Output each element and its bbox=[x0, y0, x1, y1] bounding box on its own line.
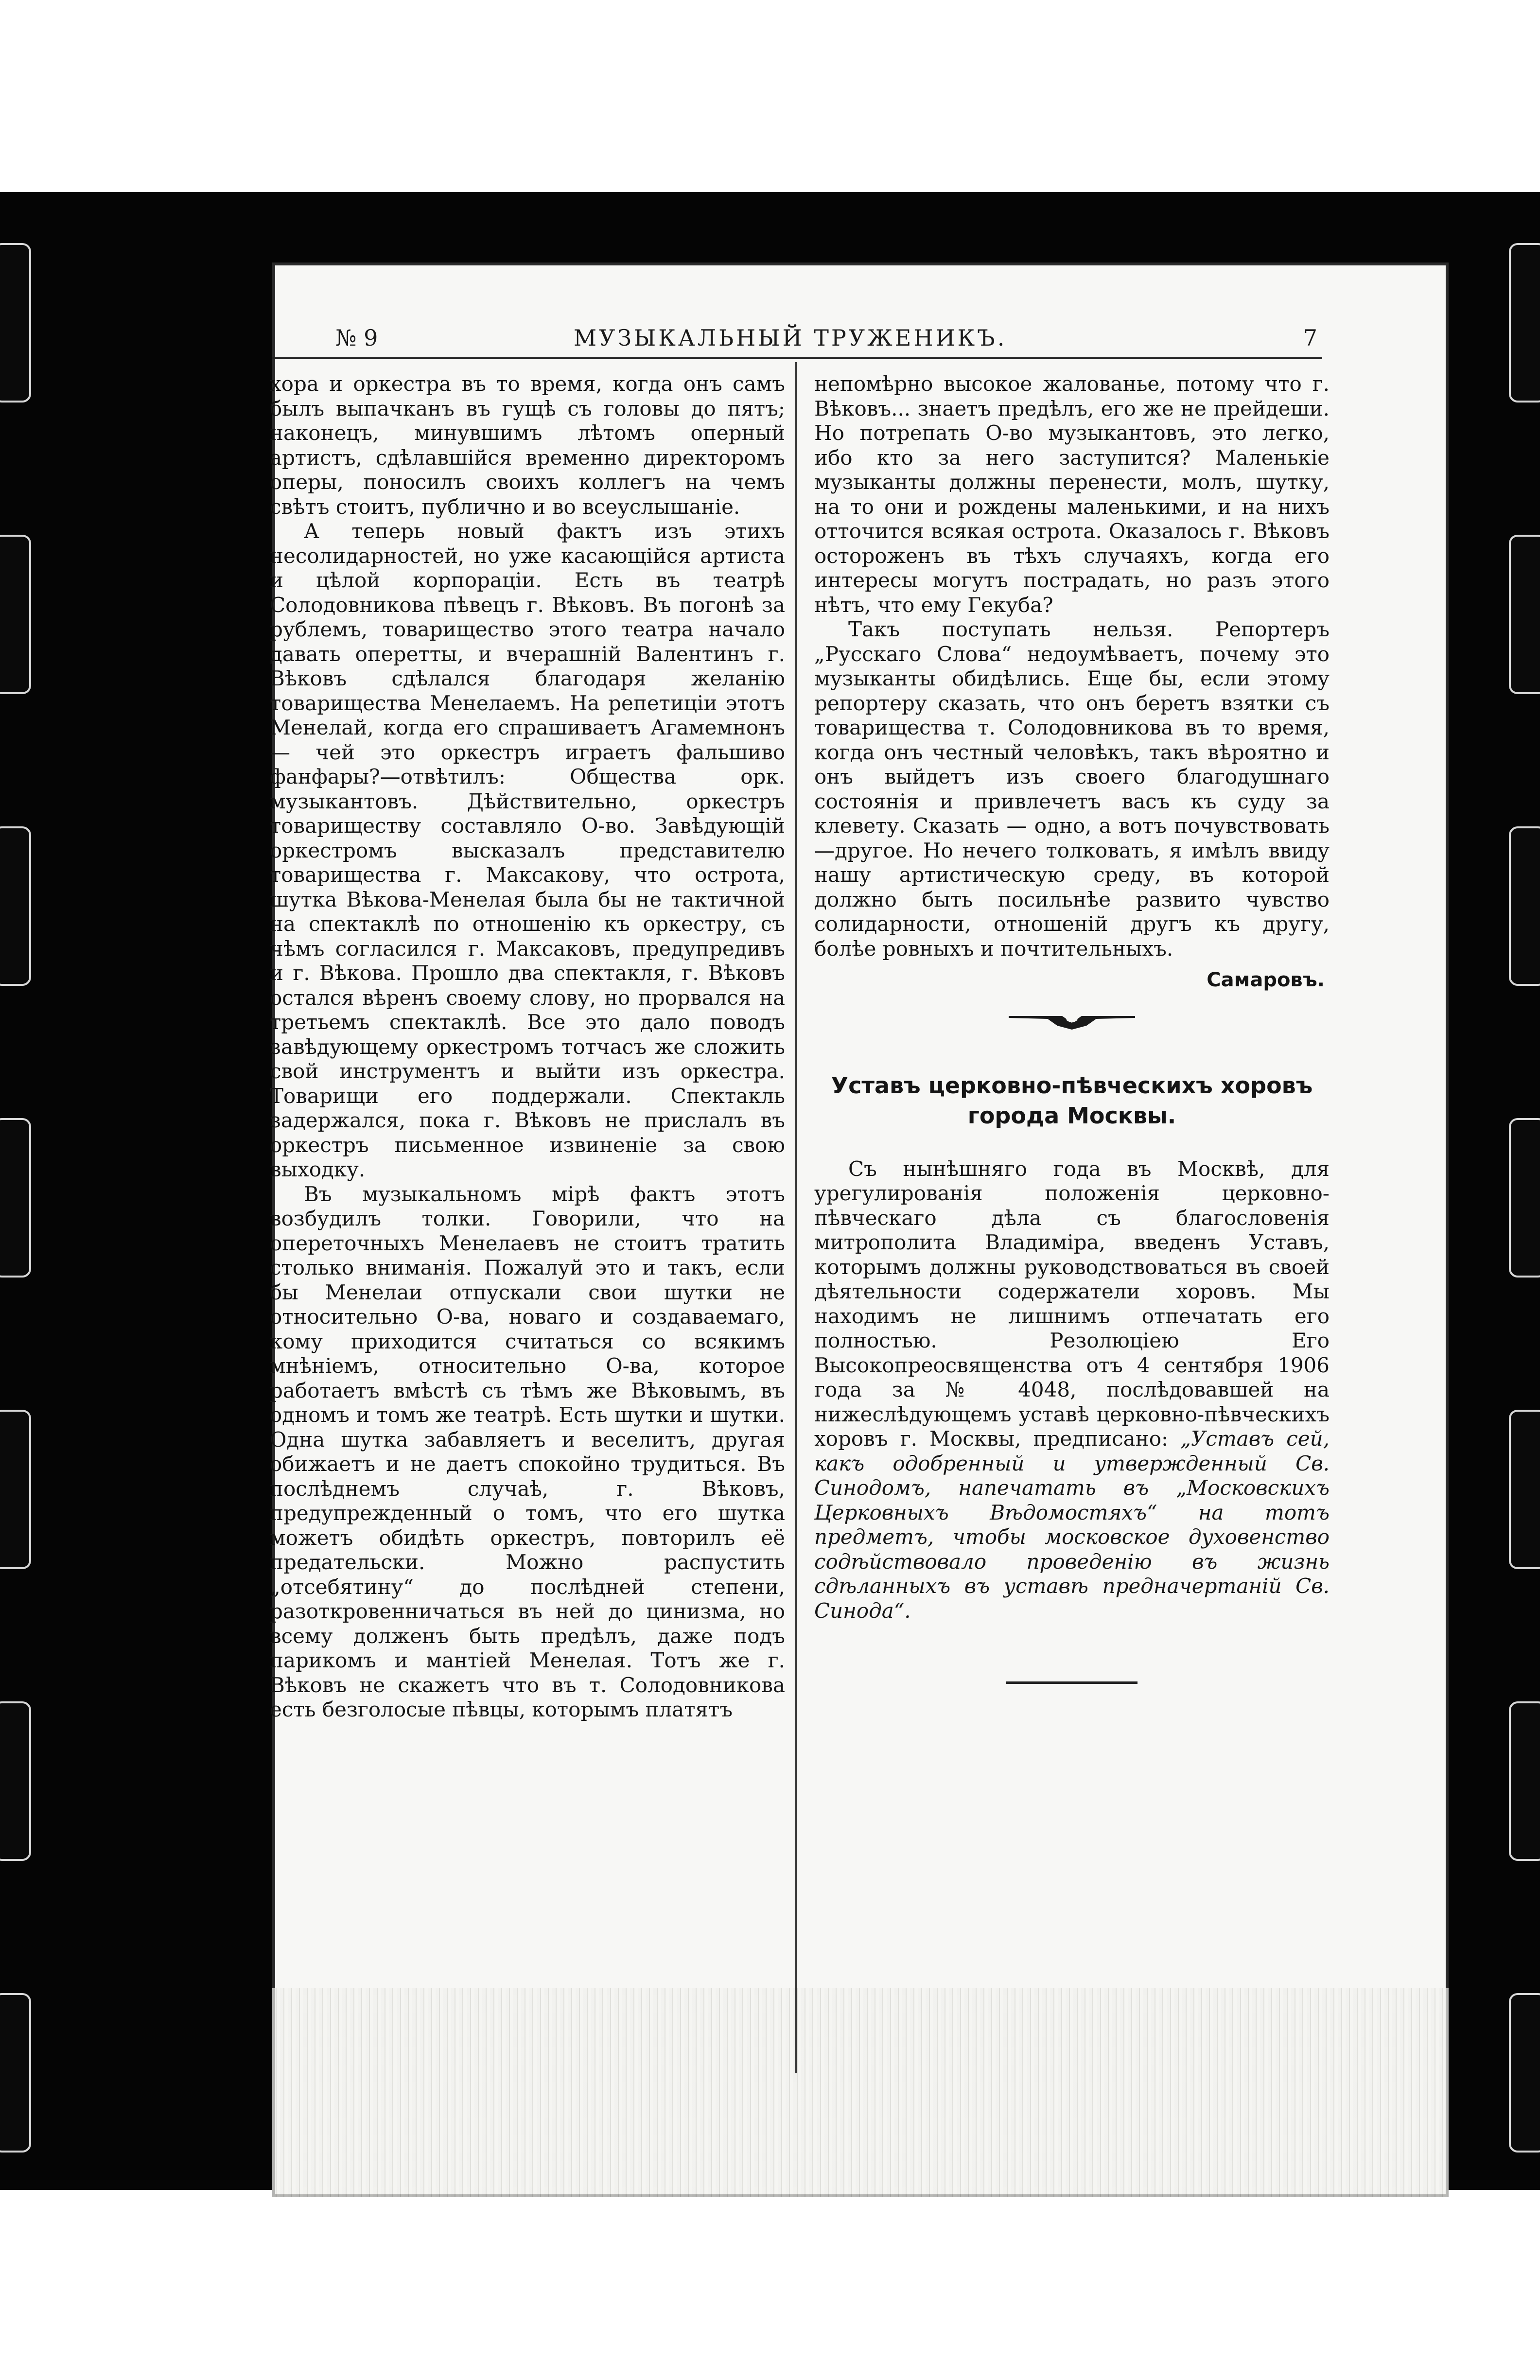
sprocket-hole bbox=[0, 535, 31, 694]
page-scan-noise bbox=[272, 1988, 1449, 2197]
sprocket-hole bbox=[1509, 243, 1540, 402]
right-column bbox=[814, 372, 1330, 1684]
paragraph: Въ музыкальномъ мірѣ фактъ этотъ возбудилъ толки. Говорили, что на опереточныхъ Менелаевъ не стоитъ тратить столько вниманія. Пожалуй это и такъ, если бы Менелаи отпускали свои шутки не относительно О-ва, новаго и создаваемаго, кому приходится считаться со всякимъ мнѣніемъ, относительно О-ва, которое работаетъ вмѣстѣ съ тѣмъ же Вѣковымъ, въ одномъ и томъ же театрѣ. Есть шутки и шутки. Одна шутка забавляетъ и веселитъ, другая обижаетъ и не даетъ спокойно трудиться. Въ послѣднемъ случаѣ, г. Вѣковъ, предупрежденный о томъ, что его шутка можетъ обидѣть оркестръ, повторилъ её предательски. Можно распустить „отсебятину“ до послѣдней степени, разоткровенничаться въ ней до цинизма, но всему долженъ быть предѣлъ, даже подъ парикомъ и мантіей Менелая. Тотъ же г. Вѣковъ не скажетъ что въ т. Солодовникова есть безголосые пѣвцы, которымъ платятъ bbox=[270, 1182, 785, 1721]
sprocket-hole bbox=[0, 1993, 31, 2152]
sprocket-hole bbox=[1509, 1410, 1540, 1569]
sprocket-hole bbox=[0, 826, 31, 986]
page-number: 7 bbox=[1303, 325, 1317, 351]
paragraph: непомѣрно высокое жалованье, потому что г. Вѣковъ... знаетъ предѣлъ, его же не прейдеши. Но потрепать О-во музыкантовъ, это легко, ибо кто за него заступится? Маленькіе музыканты должны перенести, молъ, шутку, на то они и рождены маленькими, и на нихъ отточится всякая острота. Оказалось г. Вѣковъ остороженъ въ тѣхъ случаяхъ, когда его интересы могутъ пострадать, но разъ этого нѣтъ, что ему Гекуба? bbox=[814, 372, 1330, 617]
section-text: Съ нынѣшняго года въ Москвѣ, для урегулированія положенія церковно-пѣвческаго дѣла съ благословенія митрополита Владиміра, введенъ Уставъ, которымъ должны руководствоваться въ своей дѣятельности содержатели хоровъ. Мы находимъ не лишнимъ отпечатать его полностью. Резолюціею Его Высокопреосвященства отъ 4 сентября 1906 года за № 4048, послѣдовавшей на нижеслѣдующемъ уставѣ церковно-пѣвческихъ хоровъ г. Москвы, предписано: bbox=[814, 1156, 1330, 1451]
sprocket-hole bbox=[1509, 1993, 1540, 2152]
journal-title: МУЗЫКАЛЬНЫЙ ТРУЖЕНИКЪ. bbox=[574, 325, 1007, 351]
header-rule bbox=[272, 357, 1322, 359]
sprocket-hole bbox=[1509, 535, 1540, 694]
running-head bbox=[335, 321, 1317, 355]
issue-number: № 9 bbox=[335, 325, 378, 351]
decree-quote: „Уставъ сей, какъ одобренный и утвержденный Св. Синодомъ, напечатать въ „Московскихъ Церковныхъ Вѣдомостяхъ“ на тотъ предметъ, чтобы московское духовенство содѣйствовало проведенію въ жизнь сдѣланныхъ въ уставѣ предначертаній Св. Синода“. bbox=[814, 1427, 1330, 1623]
sprocket-hole bbox=[1509, 1701, 1540, 1861]
sprocket-hole bbox=[1509, 1118, 1540, 1278]
paragraph: хора и оркестра въ то время, когда онъ самъ былъ выпачканъ въ гущѣ съ головы до пятъ; наконецъ, минувшимъ лѣтомъ оперный артистъ, сдѣлавшійся временно директоромъ оперы, поносилъ своихъ коллегъ на чемъ свѣтъ стоитъ, публично и во всеуслышаніе. bbox=[270, 372, 785, 519]
section-title-line: Уставъ церковно-пѣвческихъ хоровъ bbox=[831, 1072, 1313, 1099]
end-rule bbox=[1006, 1681, 1138, 1684]
section-title-line: города Москвы. bbox=[967, 1102, 1176, 1129]
column-divider bbox=[795, 362, 797, 2073]
sprocket-hole bbox=[0, 243, 31, 402]
sprocket-hole bbox=[0, 1701, 31, 1861]
ornament-divider-icon bbox=[1009, 1012, 1135, 1032]
sprocket-hole bbox=[0, 1118, 31, 1278]
paragraph: А теперь новый фактъ изъ этихъ несолидарностей, но уже касающійся артиста и цѣлой корпораціи. Есть въ театрѣ Солодовникова пѣвецъ г. Вѣковъ. Въ погонѣ за рублемъ, товарищество этого театра начало давать оперетты, и вчерашній Валентинъ г. Вѣковъ сдѣлался благодаря желанію товарищества Менелаемъ. На репетиціи этотъ Менелай, когда его спрашиваетъ Агамемнонъ — чей это оркестръ играетъ фальшиво фанфары?—отвѣтилъ: Общества орк. музыкантовъ. Дѣйствительно, оркестръ товариществу составляло О-во. Завѣдующій оркестромъ высказалъ представителю товарищества г. Максакову, что острота, шутка Вѣкова-Менелая была бы не тактичной на спектаклѣ по отношенію къ оркестру, съ чѣмъ согласился г. Максаковъ, предупредивъ и г. Вѣкова. Прошло два спектакля, г. Вѣковъ остался вѣренъ своему слову, но прорвался на третьемъ спектаклѣ. Все это дало поводъ завѣдующему оркестромъ тотчасъ же сложить свой инструментъ и выйти изъ оркестра. Товарищи его поддержали. Спектакль задержался, пока г. Вѣковъ не прислалъ въ оркестръ письменное извиненіе за свою выходку. bbox=[270, 519, 785, 1181]
left-column bbox=[270, 372, 785, 1722]
author-signature: Самаровъ. bbox=[1207, 969, 1325, 991]
paragraph: Такъ поступать нельзя. Репортеръ „Русскаго Слова“ недоумѣваетъ, почему это музыканты обидѣлись. Еще бы, если этому репортеру сказать, что онъ беретъ взятки съ товарищества т. Солодовникова въ то время, когда онъ честный человѣкъ, такъ вѣроятно и онъ выйдетъ изъ своего благодушнаго состоянія и привлечетъ васъ къ суду за клевету. Сказать — одно, а вотъ почувствовать—другое. Но нечего толковать, я имѣлъ ввиду нашу артистическую среду, въ которой должно быть посильнѣе развито чувство солидарности, отношеній другъ къ другу, болѣе ровныхъ и почтительныхъ. bbox=[814, 617, 1330, 961]
sprocket-hole bbox=[1509, 826, 1540, 986]
section-heading bbox=[814, 1070, 1330, 1131]
film-edge-left bbox=[0, 192, 58, 2190]
film-edge-right bbox=[1482, 192, 1540, 2190]
sprocket-hole bbox=[0, 1410, 31, 1569]
section-paragraph bbox=[814, 1157, 1330, 1624]
